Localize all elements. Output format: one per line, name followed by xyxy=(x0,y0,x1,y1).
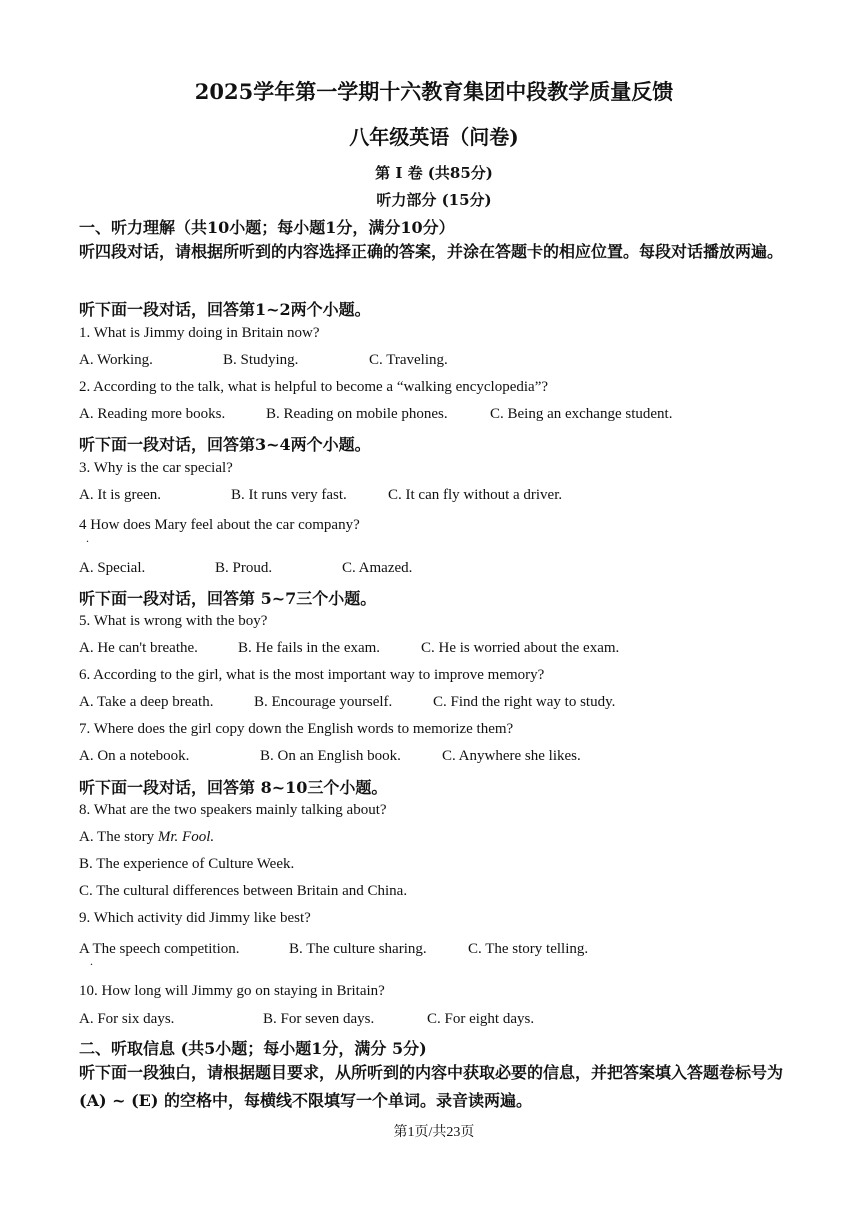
option-a: A. He can't breathe. xyxy=(79,640,198,656)
option-c: C. Traveling. xyxy=(369,352,448,368)
volume-label: 第 I 卷 (共85分) xyxy=(375,164,493,182)
option-a: A. Working. xyxy=(79,352,153,368)
exam-title: 2025学年第一学期十六教育集团中段教学质量反馈 xyxy=(194,79,674,104)
option-b: B. Encourage yourself. xyxy=(254,694,393,710)
question-text: 6. According to the girl, what is the most important way to improve memory? xyxy=(79,667,545,683)
question-text: 7. Where does the girl copy down the English words to memorize them? xyxy=(79,721,514,737)
question-text: 8. What are the two speakers mainly talking about? xyxy=(79,802,387,818)
question-text: 4 How does Mary feel about the car company? xyxy=(79,517,360,533)
question-text: 5. What is wrong with the boy? xyxy=(79,613,268,629)
stray-dot: . xyxy=(86,531,89,545)
exam-subtitle: 八年级英语（问卷) xyxy=(349,125,519,149)
page-number: 第1页/共23页 xyxy=(393,1125,475,1140)
question-text: 3. Why is the car special? xyxy=(79,460,233,476)
option-a: A. The story Mr. Fool. xyxy=(79,829,215,845)
section2-heading: 二、听取信息 (共5小题；每小题1分，满分 5分) xyxy=(79,1039,427,1058)
option-b: B. Reading on mobile phones. xyxy=(266,406,448,422)
group-label: 听下面一段对话，回答第 8~10三个小题。 xyxy=(79,778,388,797)
option-c: C. He is worried about the exam. xyxy=(421,640,620,656)
option-c: C. It can fly without a driver. xyxy=(388,487,563,503)
option-a: A. Special. xyxy=(79,560,146,576)
section1-heading: 一、听力理解（共10小题；每小题1分，满分10分） xyxy=(79,218,455,237)
option-c: C. The story telling. xyxy=(468,941,589,957)
group-label: 听下面一段对话，回答第 5~7三个小题。 xyxy=(79,589,377,608)
option-c: C. The cultural differences between Britain and China. xyxy=(79,883,408,899)
option-b: B. The culture sharing. xyxy=(289,941,427,957)
option-b: B. The experience of Culture Week. xyxy=(79,856,295,872)
option-a: A. For six days. xyxy=(79,1011,175,1027)
option-a: A. It is green. xyxy=(79,487,162,503)
question-text: 2. According to the talk, what is helpful to become a “walking encyclopedia”? xyxy=(79,379,549,395)
option-c: C. Find the right way to study. xyxy=(433,694,616,710)
option-b: B. Proud. xyxy=(215,560,273,576)
option-a: A. On a notebook. xyxy=(79,748,190,764)
option-b: B. He fails in the exam. xyxy=(238,640,381,656)
option-b: B. On an English book. xyxy=(260,748,401,764)
option-b: B. For seven days. xyxy=(263,1011,375,1027)
option-a: A. Reading more books. xyxy=(79,406,226,422)
option-b: B. Studying. xyxy=(223,352,299,368)
option-c: C. Amazed. xyxy=(342,560,413,576)
part-label: 听力部分 (15分) xyxy=(376,191,492,209)
group-label: 听下面一段对话，回答第1~2两个小题。 xyxy=(79,300,371,319)
option-b: B. It runs very fast. xyxy=(231,487,347,503)
option-a: A. Take a deep breath. xyxy=(79,694,214,710)
question-text: 9. Which activity did Jimmy like best? xyxy=(79,910,311,926)
question-text: 10. How long will Jimmy go on staying in Britain? xyxy=(79,983,385,999)
story-title: Mr. Fool. xyxy=(157,829,215,845)
stray-dot: . xyxy=(90,954,93,968)
question-text: 1. What is Jimmy doing in Britain now? xyxy=(79,325,320,341)
section2-instruction: 听下面一段独白，请根据题目要求，从所听到的内容中获取必要的信息，并把答案填入答题卷标号为 (A) ~ (E) 的空格中，每横线不限填写一个单词。录音读两遍。 xyxy=(79,1063,784,1110)
section1-instruction: 听四段对话，请根据所听到的内容选择正确的答案，并涂在答题卡的相应位置。每段对话播放两遍。 xyxy=(79,242,784,261)
option-c: C. Being an exchange student. xyxy=(490,406,673,422)
group-label: 听下面一段对话，回答第3~4两个小题。 xyxy=(79,435,371,454)
option-c: C. Anywhere she likes. xyxy=(442,748,581,764)
option-a: A The speech competition. xyxy=(79,941,240,957)
option-c: C. For eight days. xyxy=(427,1011,535,1027)
